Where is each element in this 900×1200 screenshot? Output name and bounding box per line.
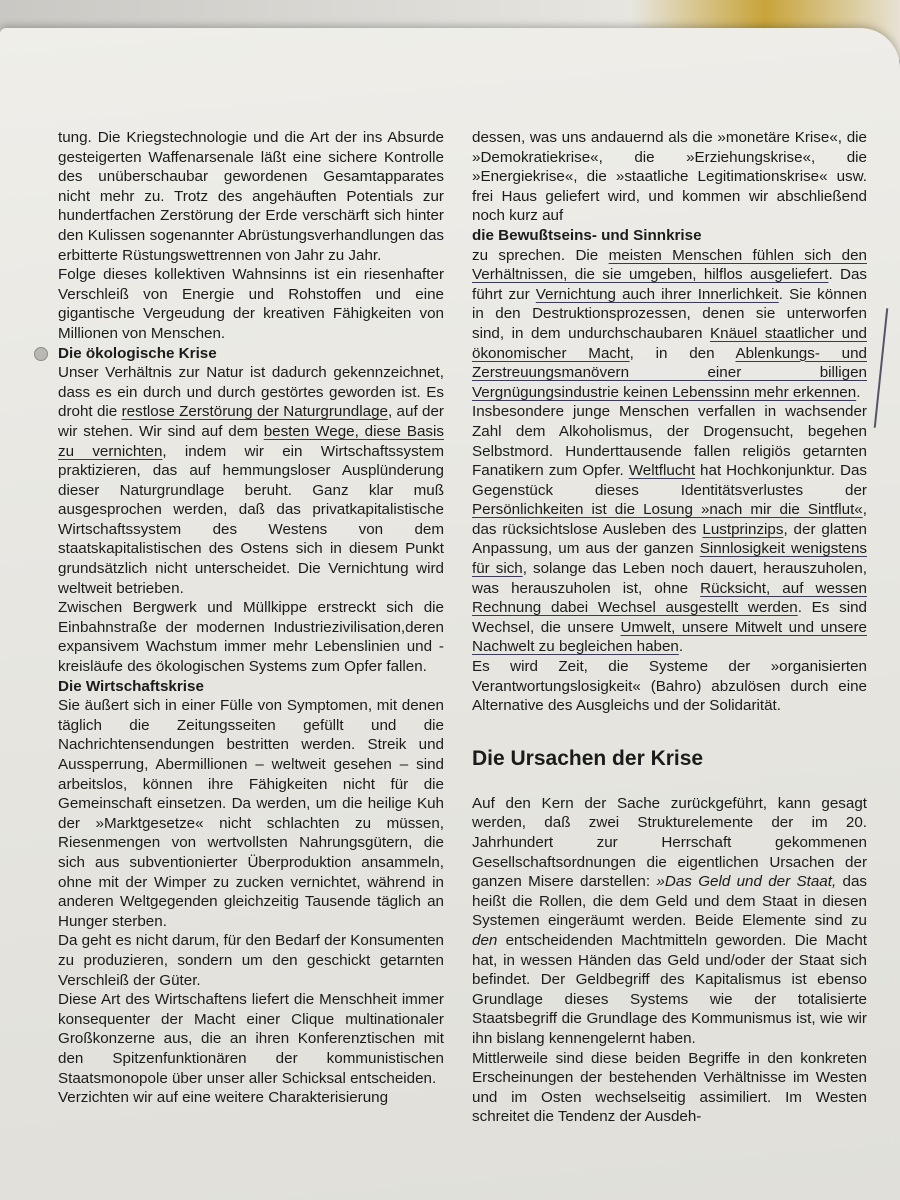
underlined-text: Vernichtung auch ihrer Innerlichkeit [535,285,779,303]
underlined-text: restlose Zerstörung der Naturgrundlage [121,403,388,421]
paragraph: Mittlerweile sind diese beiden Begriffe in den konkreten Erscheinungen der bestehenden Verhältnisse im Westen und im Osten wechselseitig assimiliert. Im Westen schreitet die Tendenz der Ausdeh- [472,1049,867,1126]
underlined-text: besten Wege, diese Basis zu vernichten [58,422,444,460]
paragraph: Auf den Kern der Sache zurückgeführt, kann gesagt werden, daß zwei Strukturelemente der im 20. Jahrhundert zur Herrschaft gekommenen Gesellschaftsordnungen die eigentlichen Ursachen der ganzen Misere darstellen: »Das Geld und der Staat, das heißt die Rollen, die dem Geld und dem Staat in diesen Systemen eingeräumt werden. Beide Elemente sind zu den entscheidenden Machtmitteln geworden. Die Macht hat, in wessen Händen das Geld und/oder der Staat sich befindet. Der Geldbegriff des Kapitalismus ist ebenso Grundlage dieses Systems wie der totalisierte Staatsbegriff die Grundlage des Kommunismus ist, wie wir ihn bislang kennengelernt haben. [472,794,867,1047]
paragraph: Unser Verhältnis zur Natur ist dadurch gekennzeichnet, dass es ein durch und durch gestörtes geworden ist. Es droht die restlose Zerstörung der Naturgrundlage, auf der wir stehen. Wir sind auf dem besten Wege, diese Basis zu vernichten, indem wir ein Wirtschaftssystem praktizieren, das auf hemmungsloser Ausplünderung dieser Naturgrundlage beruht. Ganz klar muß ausgesprochen werden, daß das privatkapitalistische Wirtschaftssystem des Westens von dem staatskapitalistischen des Ostens sich in diesem Punkt grundsätzlich nicht unterscheidet. Die Vernichtung wird weltweit betrieben. [58,364,444,597]
underlined-text: Sinnlosigkeit wenigstens für sich [472,540,867,578]
paragraph: Da geht es nicht darum, für den Bedarf der Konsumenten zu produzieren, sondern um den geschickt getarnten Verschleiß der Güter. [58,932,444,989]
underlined-text: Weltflucht [628,462,696,480]
paragraph: tung. Die Kriegstechnologie und die Art der ins Absurde gesteigerten Waffenarsenale läßt eine sichere Kontrolle des unüberschaubar gewordenen Gesamtapparates nicht mehr zu. Trotz des angehäuften Potentials zur hundertfachen Zerstörung der Erde verschärft sich hinter den Kulissen sogenannter Abrüstungsverhandlungen das erbitterte Rüstungswettrennen von Jahr zu Jahr. [58,129,444,264]
paragraph: zu sprechen. Die meisten Menschen fühlen sich den Verhältnissen, die sie umgeben, hilflos ausgeliefert. Das führt zur Vernichtung auch ihrer Innerlichkeit. Sie können in den Destruktionsprozessen, denen sie unterworfen sind, in dem undurchschaubaren Knäuel staatlicher und ökonomischer Macht, in den Ablenkungs- und Zerstreuungsmanövern einer billigen Vergnügungsindustrie keinen Lebenssinn mehr erkennen. [472,246,867,401]
underlined-text: meisten Menschen fühlen sich den Verhältnissen, die sie umgeben, hilflos ausgeliefert [472,246,867,284]
paragraph: Sie äußert sich in einer Fülle von Symptomen, mit denen täglich die Zeitungsseiten gefüllt und die Nachrichtensendungen bestritten werden. Streik und Aussperrung, Abermillionen – weltweit gesehen – sind arbeitslos, können ihre Fähigkeiten nicht für die Gemeinschaft einsetzen. Da werden, um die heilige Kuh der »Marktgesetze« nicht schlachten zu müssen, Riesenmengen von wertvollsten Nahrungsgütern, die sich aus subventionierter Überproduktion ansammeln, ohne mit der Wimper zu zucken vernichtet, während in anderen Weltgegenden gleichzeitig Tausende täglich an Hunger sterben. [58,697,444,930]
chapter-heading-causes: Die Ursachen der Krise [472,746,704,770]
section-heading-ecological-crisis: Die ökologische Krise [58,344,217,362]
book-page [0,28,900,1200]
underlined-text: Lustprinzips [702,520,784,538]
paragraph: Folge dieses kollektiven Wahnsinns ist ein riesenhafter Verschleiß von Energie und Rohstoffen und eine gigantische Vergeudung der kreativen Fähigkeiten von Millionen von Menschen. [58,266,444,342]
left-column [58,128,444,1108]
italic-text: den [472,931,498,949]
paragraph: Es wird Zeit, die Systeme der »organisierten Verantwortungslosigkeit« (Bahro) abzulösen durch eine Alternative des Ausgleichs und der Solidarität. [472,658,867,715]
underlined-text: Knäuel staatlicher und ökonomischer Macht [472,324,867,362]
circle-mark-icon [34,347,48,361]
italic-text: »Das Geld und der Staat, [656,873,837,891]
underlined-text: Persönlichkeiten ist die Losung »nach mir die Sintflut« [472,501,863,519]
underlined-text: Umwelt, unsere Mitwelt und unsere Nachwelt zu begleichen haben [472,618,867,656]
paragraph: Zwischen Bergwerk und Müllkippe erstreckt sich die Einbahnstraße der modernen Industriezivilisation,deren expansivem Wachstum immer mehr Lebenslinien und -kreisläufe des ökologischen Systems zum Opfer fallen. [58,599,444,676]
margin-pen-mark [874,308,889,428]
paragraph: dessen, was uns andauernd als die »monetäre Krise«, die »Demokratiekrise«, die »Erziehungskrise«, die »Energiekrise«, die »staatliche Legitimationskrise« usw. frei Haus geliefert wird, und kommen wir abschließend noch kurz auf [472,129,867,225]
section-heading-wrapper [58,344,444,364]
right-column [472,128,867,1127]
section-heading-economic-crisis: Die Wirtschaftskrise [58,677,204,695]
underlined-text: Rücksicht, auf wessen Rechnung dabei Wechsel ausgestellt werden [472,579,867,617]
section-heading-consciousness-crisis: die Bewußtseins- und Sinnkrise [472,226,702,244]
paragraph: Verzichten wir auf eine weitere Charakterisierung [58,1089,389,1107]
underlined-text: Ablenkungs- und Zerstreuungsmanövern einer billigen Vergnügungsindustrie keinen Lebenssinn mehr erkennen [472,344,867,401]
paragraph: Insbesondere junge Menschen verfallen in wachsender Zahl dem Alkoholismus, der Drogensucht, begehen Selbstmord. Hunderttausende fallen religiös getarnten Fanatikern zum Opfer. Weltflucht hat Hochkonjunktur. Das Gegenstück dieses Identitätsverlustes der Persönlichkeiten ist die Losung »nach mir die Sintflut«, das rücksichtslose Ausleben des Lustprinzips, der glatten Anpassung, um aus der ganzen Sinnlosigkeit wenigstens für sich, solange das Leben noch dauert, herauszuholen, was herauszuholen ist, ohne Rücksicht, auf wessen Rechnung dabei Wechsel ausgestellt werden. Es sind Wechsel, die unsere Umwelt, unsere Mitwelt und unsere Nachwelt zu begleichen haben. [472,403,868,656]
paragraph: Diese Art des Wirtschaftens liefert die Menschheit immer konsequenter der Macht einer Clique multinationaler Großkonzerne aus, die an ihren Konferenztischen mit den Spitzenfunktionären der kommunistischen Staatsmonopole über unser aller Schicksal entscheiden. [58,991,444,1087]
